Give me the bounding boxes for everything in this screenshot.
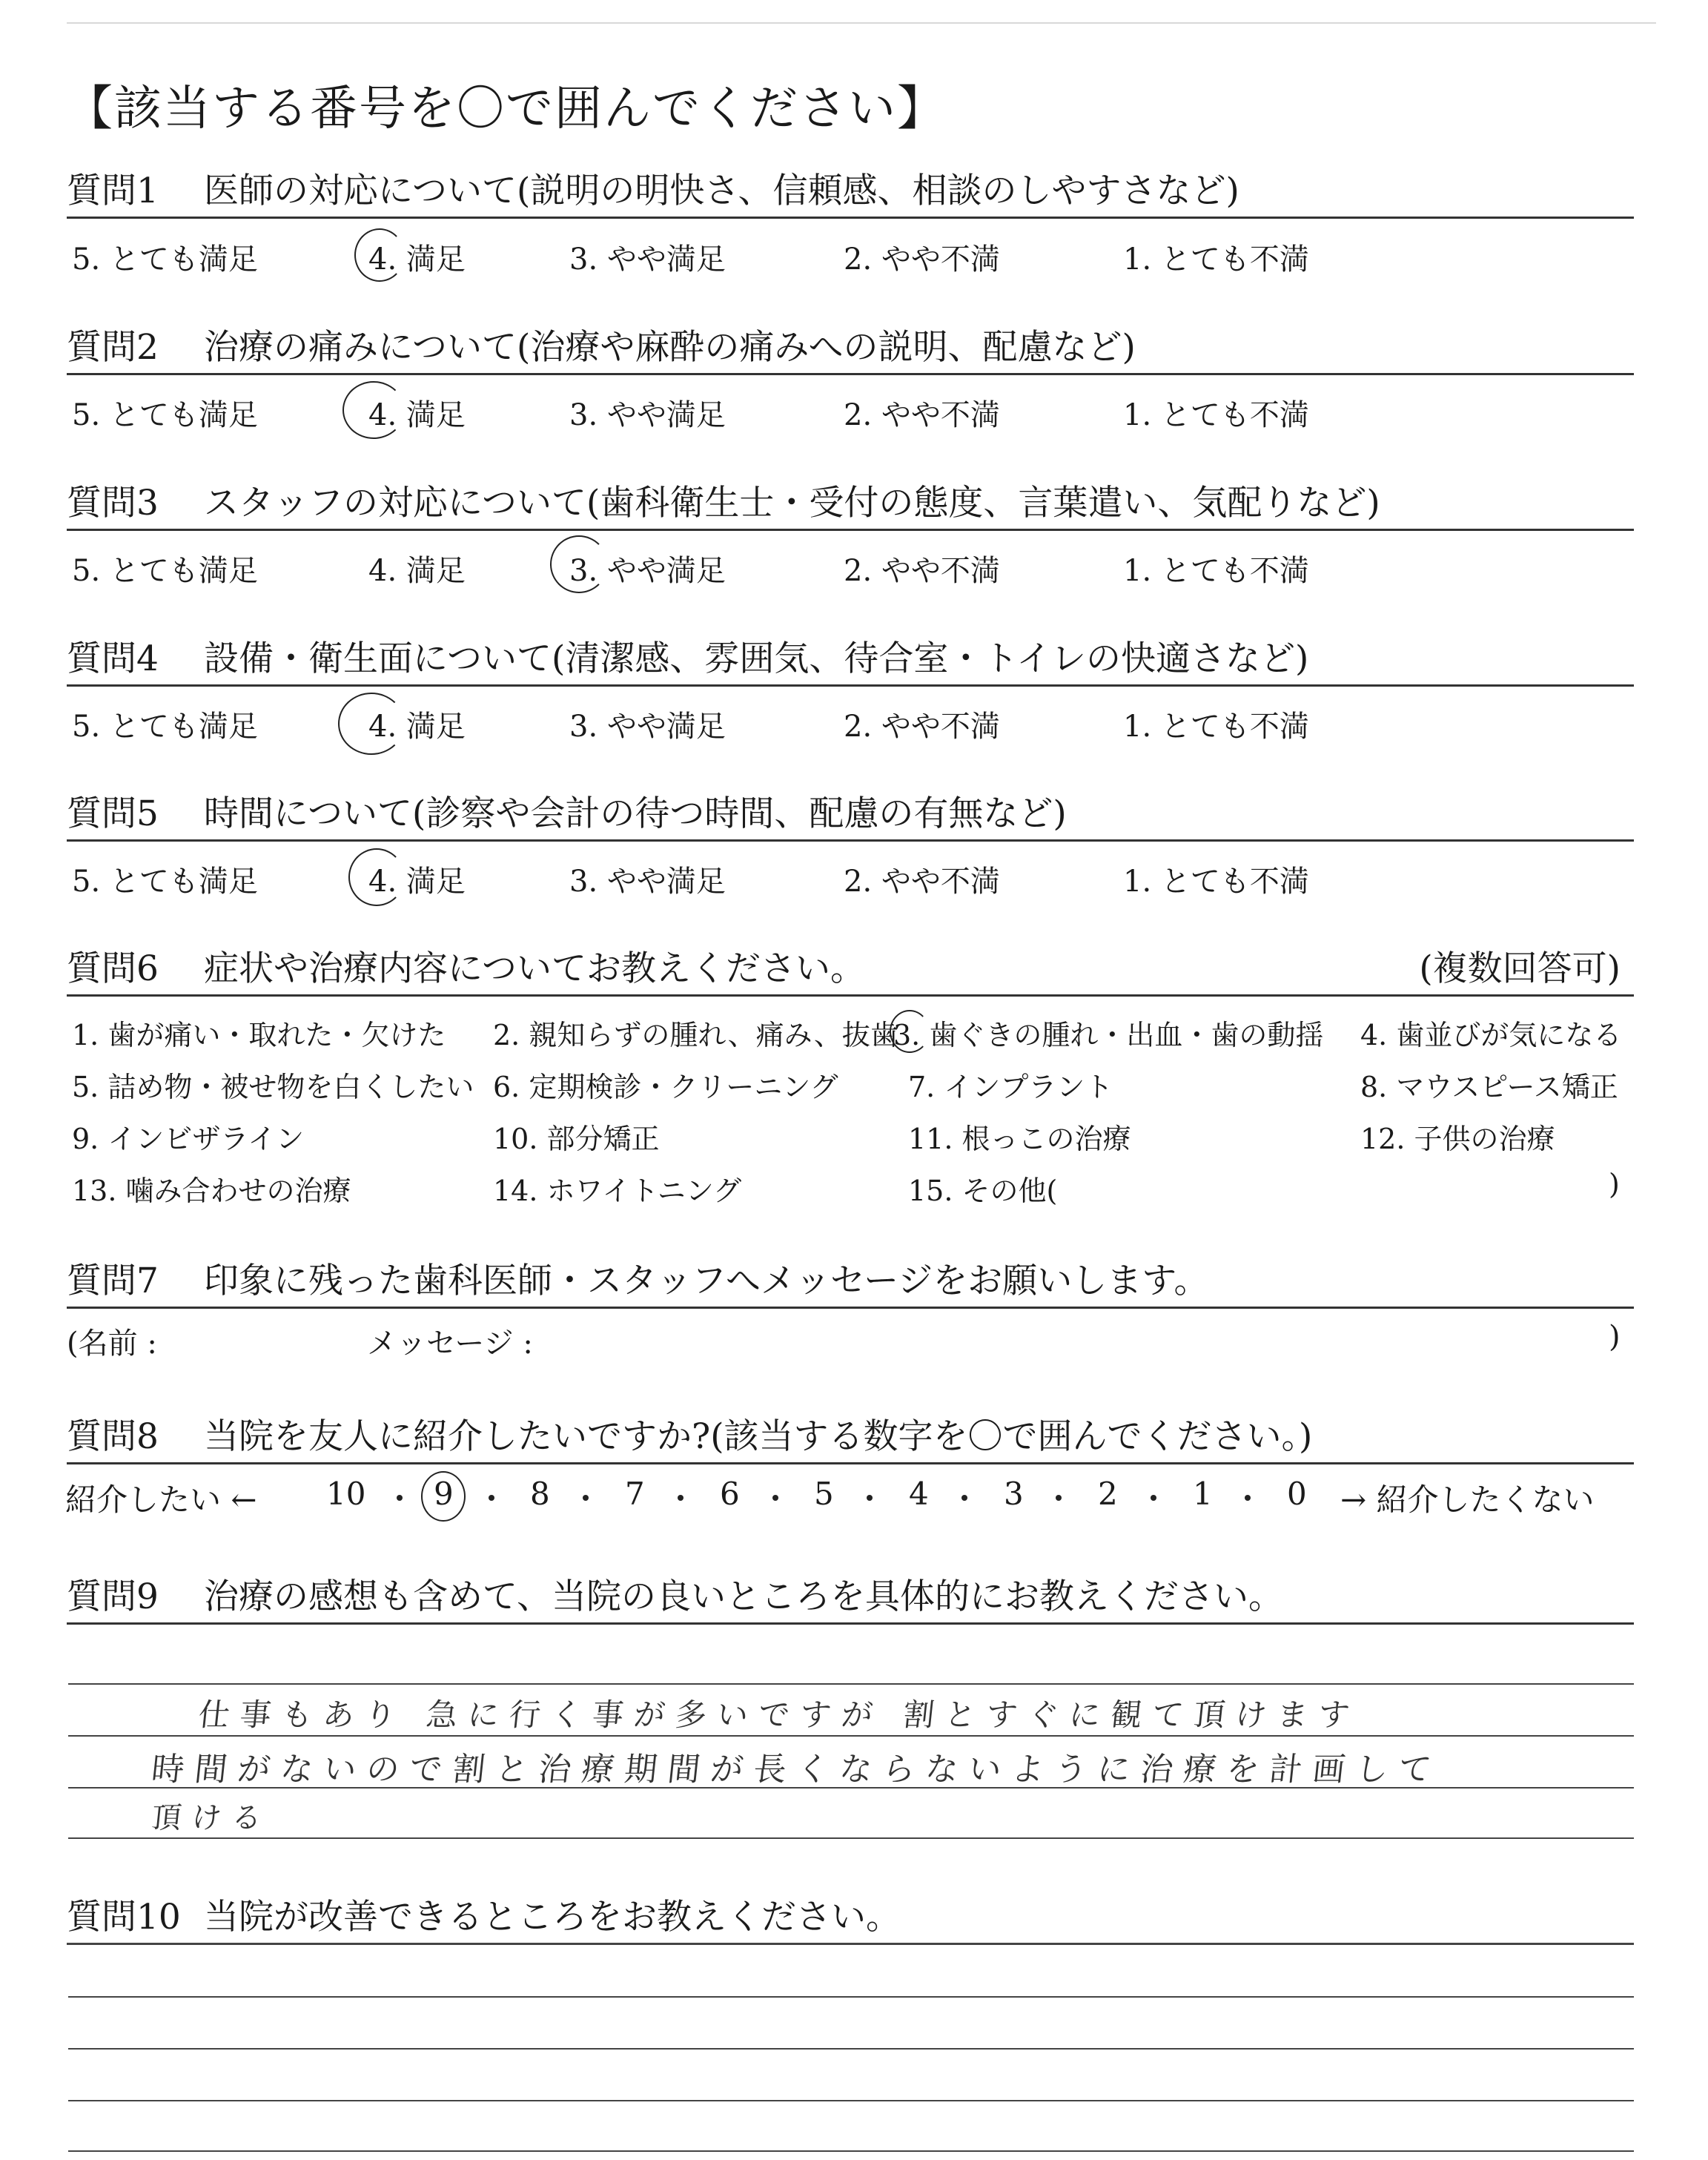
question-3-heading bbox=[67, 484, 1634, 531]
q6-option-14[interactable]: 14. ホワイトニング bbox=[493, 1175, 742, 1207]
q8-separator-dot bbox=[961, 1495, 967, 1501]
question-4-heading bbox=[67, 640, 1634, 687]
q9-handwritten-line-1: 仕事もあり 急に行く事が多いですが 割とすぐに観て頂けます bbox=[196, 1697, 1363, 1733]
q8-scale-5[interactable]: 5 bbox=[814, 1476, 834, 1512]
question-3-options bbox=[0, 547, 1708, 589]
question-8-text: 当院を友人に紹介したいですか?(該当する数字を〇で囲んでください。) bbox=[204, 1416, 1313, 1457]
q8-separator-dot bbox=[772, 1495, 778, 1501]
question-10-label: 質問10 bbox=[67, 1897, 181, 1938]
q6-option-4[interactable]: 4. 歯並びが気になる bbox=[1360, 1019, 1622, 1051]
q1-selection-circle bbox=[354, 228, 405, 282]
question-5-text: 時間について(診察や会計の待つ時間、配慮の有無など) bbox=[204, 793, 1067, 834]
question-9-label: 質問9 bbox=[67, 1576, 159, 1617]
q6-option-1[interactable]: 1. 歯が痛い・取れた・欠けた bbox=[72, 1019, 446, 1051]
q10-answer-rule bbox=[68, 1996, 1634, 1998]
question-1-heading bbox=[67, 172, 1634, 219]
question-5-heading bbox=[67, 795, 1634, 842]
question-9-heading bbox=[67, 1578, 1634, 1625]
q3-option-4[interactable]: 4. 満足 bbox=[368, 554, 466, 588]
q6-option-7[interactable]: 7. インプラント bbox=[908, 1071, 1113, 1103]
q8-scale-1[interactable]: 1 bbox=[1193, 1476, 1213, 1512]
question-4-options bbox=[0, 703, 1708, 744]
q8-scale-8[interactable]: 8 bbox=[530, 1476, 550, 1512]
question-7-heading bbox=[67, 1262, 1634, 1309]
q9-answer-rule bbox=[68, 1735, 1634, 1737]
q8-separator-dot bbox=[397, 1495, 403, 1501]
q3-option-2[interactable]: 2. やや不満 bbox=[844, 554, 1000, 588]
question-2-text: 治療の痛みについて(治療や麻酔の痛みへの説明、配慮など) bbox=[204, 327, 1136, 368]
q6-option-10[interactable]: 10. 部分矯正 bbox=[493, 1123, 660, 1155]
q8-scale-6[interactable]: 6 bbox=[720, 1476, 740, 1512]
q7-message-label: メッセージ : bbox=[367, 1327, 533, 1361]
q8-separator-dot bbox=[867, 1495, 873, 1501]
q2-selection-circle bbox=[342, 381, 405, 439]
q8-separator-dot bbox=[678, 1495, 683, 1501]
question-2-label: 質問2 bbox=[67, 327, 159, 368]
q8-scale-10[interactable]: 10 bbox=[326, 1476, 366, 1512]
q5-option-4[interactable]: 4. 満足 bbox=[368, 865, 466, 899]
question-7-text: 印象に残った歯科医師・スタッフへメッセージをお願いします。 bbox=[204, 1261, 1209, 1301]
q6-option-13[interactable]: 13. 噛み合わせの治療 bbox=[72, 1175, 351, 1207]
q5-option-1[interactable]: 1. とても不満 bbox=[1123, 865, 1309, 899]
question-5-label: 質問5 bbox=[67, 793, 159, 834]
q2-option-4[interactable]: 4. 満足 bbox=[368, 398, 466, 432]
question-3-label: 質問3 bbox=[67, 483, 159, 524]
q10-answer-rule bbox=[68, 2100, 1634, 2101]
page-top-edge bbox=[67, 22, 1656, 24]
q6-option-12[interactable]: 12. 子供の治療 bbox=[1360, 1123, 1555, 1155]
q8-scale-3[interactable]: 3 bbox=[1004, 1476, 1024, 1512]
question-10-text: 当院が改善できるところをお教えください。 bbox=[204, 1897, 901, 1938]
q8-selection-circle bbox=[421, 1471, 466, 1522]
q4-option-3[interactable]: 3. やや満足 bbox=[569, 710, 726, 744]
q1-option-1[interactable]: 1. とても不満 bbox=[1123, 242, 1309, 277]
question-6-heading bbox=[67, 950, 1634, 997]
q9-handwritten-line-2: 時間がないので割と治療期間が長くならないように治療を計画して bbox=[149, 1751, 1444, 1789]
q6-option-2[interactable]: 2. 親知らずの腫れ、痛み、抜歯 bbox=[493, 1019, 898, 1051]
q8-left-label: 紹介したい ← bbox=[65, 1482, 257, 1518]
q8-right-label: → 紹介したくない bbox=[1340, 1482, 1595, 1518]
q9-answer-rule bbox=[68, 1683, 1634, 1685]
question-5-options bbox=[0, 858, 1708, 899]
q3-selection-circle bbox=[550, 535, 608, 593]
q9-answer-rule bbox=[68, 1837, 1634, 1839]
question-1-options bbox=[0, 236, 1708, 277]
question-7-fields bbox=[0, 1320, 1708, 1361]
q6-option-9[interactable]: 9. インビザライン bbox=[72, 1123, 305, 1155]
q4-option-5[interactable]: 5. とても満足 bbox=[72, 710, 258, 744]
q4-option-2[interactable]: 2. やや不満 bbox=[844, 710, 1000, 744]
question-2-options bbox=[0, 392, 1708, 433]
q3-option-1[interactable]: 1. とても不満 bbox=[1123, 554, 1309, 588]
question-1-label: 質問1 bbox=[67, 171, 159, 211]
q5-option-2[interactable]: 2. やや不満 bbox=[844, 865, 1000, 899]
q6-option-15-close-paren: ) bbox=[1609, 1168, 1620, 1200]
question-1-text: 医師の対応について(説明の明快さ、信頼感、相談のしやすさなど) bbox=[204, 171, 1239, 211]
question-8-label: 質問8 bbox=[67, 1416, 159, 1457]
q6-option-8[interactable]: 8. マウスピース矯正 bbox=[1360, 1071, 1618, 1103]
q8-scale-2[interactable]: 2 bbox=[1098, 1476, 1118, 1512]
q8-scale-7[interactable]: 7 bbox=[625, 1476, 645, 1512]
q9-handwritten-line-3: 頂ける bbox=[150, 1801, 274, 1835]
q10-answer-rule bbox=[68, 2150, 1634, 2152]
question-6-text: 症状や治療内容についてお教えください。 bbox=[204, 948, 866, 989]
q7-name-label: (名前 : bbox=[67, 1327, 157, 1361]
q8-scale-0[interactable]: 0 bbox=[1287, 1476, 1307, 1512]
q8-scale-9[interactable]: 9 bbox=[434, 1476, 454, 1512]
q6-selection-circle bbox=[890, 1010, 930, 1053]
question-7-label: 質問7 bbox=[67, 1261, 159, 1301]
question-3-text: スタッフの対応について(歯科衛生士・受付の態度、言葉遣い、気配りなど) bbox=[204, 483, 1380, 524]
question-9-text: 治療の感想も含めて、当院の良いところを具体的にお教えください。 bbox=[204, 1576, 1284, 1617]
q10-answer-rule bbox=[68, 2048, 1634, 2050]
question-6-label: 質問6 bbox=[67, 948, 159, 989]
q5-option-5[interactable]: 5. とても満足 bbox=[72, 865, 258, 899]
question-8-heading bbox=[67, 1418, 1634, 1464]
q3-option-5[interactable]: 5. とても満足 bbox=[72, 554, 258, 588]
question-2-heading bbox=[67, 328, 1634, 375]
q6-option-3[interactable]: 3. 歯ぐきの腫れ・出血・歯の動揺 bbox=[893, 1019, 1324, 1051]
q2-option-5[interactable]: 5. とても満足 bbox=[72, 398, 258, 432]
q2-option-3[interactable]: 3. やや満足 bbox=[569, 398, 726, 432]
question-4-label: 質問4 bbox=[67, 638, 159, 679]
q1-option-4[interactable]: 4. 満足 bbox=[368, 242, 466, 277]
q8-separator-dot bbox=[1245, 1495, 1251, 1501]
q8-separator-dot bbox=[489, 1495, 494, 1501]
q6-option-15[interactable]: 15. その他( bbox=[908, 1175, 1058, 1207]
q6-option-11[interactable]: 11. 根っこの治療 bbox=[908, 1123, 1131, 1155]
q1-option-3[interactable]: 3. やや満足 bbox=[569, 242, 726, 277]
question-6-note: (複数回答可) bbox=[1419, 948, 1621, 989]
q5-option-3[interactable]: 3. やや満足 bbox=[569, 865, 726, 899]
q3-option-3[interactable]: 3. やや満足 bbox=[569, 554, 726, 588]
q2-option-2[interactable]: 2. やや不満 bbox=[844, 398, 1000, 432]
q4-selection-circle bbox=[338, 693, 405, 755]
q8-separator-dot bbox=[1151, 1495, 1156, 1501]
q8-separator-dot bbox=[583, 1495, 589, 1501]
q8-scale-4[interactable]: 4 bbox=[909, 1476, 929, 1512]
q5-selection-circle bbox=[348, 848, 405, 906]
q1-option-5[interactable]: 5. とても満足 bbox=[72, 242, 258, 277]
q2-option-1[interactable]: 1. とても不満 bbox=[1123, 398, 1309, 432]
page-title: 【該当する番号を〇で囲んでください】 bbox=[65, 82, 946, 136]
q4-option-1[interactable]: 1. とても不満 bbox=[1123, 710, 1309, 744]
q1-option-2[interactable]: 2. やや不満 bbox=[844, 242, 1000, 277]
q6-option-6[interactable]: 6. 定期検診・クリーニング bbox=[493, 1071, 838, 1103]
q8-separator-dot bbox=[1056, 1495, 1062, 1501]
q4-option-4[interactable]: 4. 満足 bbox=[368, 710, 466, 744]
q7-close-paren: ) bbox=[1609, 1320, 1621, 1354]
q6-option-5[interactable]: 5. 詰め物・被せ物を白くしたい bbox=[72, 1071, 474, 1103]
question-4-text: 設備・衛生面について(清潔感、雰囲気、待合室・トイレの快適さなど) bbox=[204, 638, 1309, 679]
question-10-heading bbox=[67, 1898, 1634, 1945]
